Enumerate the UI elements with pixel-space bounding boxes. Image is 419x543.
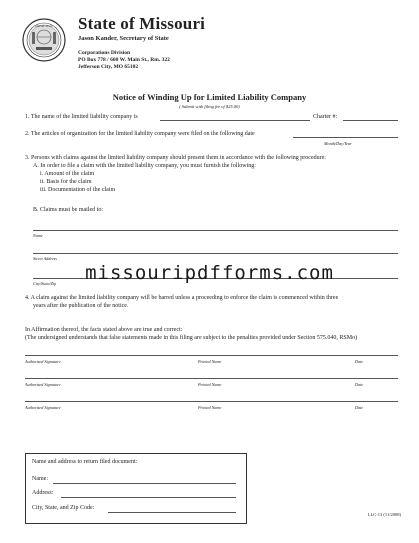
city-hint: City/State/Zip: [33, 281, 57, 286]
return-name-field[interactable]: [53, 483, 236, 484]
address-line-2: Jefferson City, MO 65102: [78, 64, 139, 70]
item-1-label: 1. The name of the limited liability company is: [25, 114, 138, 120]
date-format-hint: Month/Day/Year: [324, 141, 352, 146]
signature-line-2[interactable]: [25, 378, 398, 379]
printed-name-label-3: Printed Name: [198, 405, 222, 410]
form-id: LLC-13 (11/2008): [367, 512, 401, 517]
state-title: State of Missouri: [78, 14, 206, 33]
item-4-line-2: years after the publication of the notice.: [33, 303, 129, 309]
claim-street-field[interactable]: [33, 253, 398, 254]
state-seal-logo: [22, 18, 66, 62]
document-title: Notice of Winding Up for Limited Liability Company: [112, 92, 307, 102]
auth-sig-label-1: Authorized Signature: [25, 359, 61, 364]
affirmation-line-1: In Affirmation thereof, the facts stated above are true and correct:: [25, 327, 183, 333]
return-address-label: Address:: [32, 490, 54, 496]
return-address-field[interactable]: [61, 497, 236, 498]
svg-text:GREAT SEAL: GREAT SEAL: [35, 24, 53, 28]
auth-sig-label-2: Authorized Signature: [25, 382, 61, 387]
address-line-1: PO Box 778 / 600 W. Main St., Rm. 322: [78, 57, 170, 63]
date-label-3: Date: [355, 405, 364, 410]
street-hint: Street Address: [33, 256, 57, 261]
secretary-name: Jason Kander, Secretary of State: [78, 35, 169, 42]
printed-name-label-1: Printed Name: [198, 359, 222, 364]
claim-name-field[interactable]: [33, 230, 398, 231]
printed-name-label-2: Printed Name: [198, 382, 222, 387]
return-city-label: City, State, and Zip Code:: [32, 505, 95, 511]
watermark: missouripdfforms.com: [85, 262, 334, 284]
item-3a-ii: ii. Basis for the claim: [40, 179, 92, 185]
signature-line-1[interactable]: [25, 355, 398, 356]
division-address: [78, 50, 170, 71]
return-box-heading: Name and address to return filed document:: [32, 459, 138, 465]
return-city-field[interactable]: [108, 512, 236, 513]
charter-number-field[interactable]: [343, 120, 398, 121]
auth-sig-label-3: Authorized Signature: [25, 405, 61, 410]
name-hint: Name: [33, 233, 43, 238]
fee-note: ( Submit with filing fee of $25.00): [179, 104, 240, 109]
return-address-box: [25, 453, 247, 524]
item-4-line-1: 4. A claim against the limited liability company will be barred unless a proceeding to enforce the claim is commenced within three: [25, 295, 339, 301]
division-name: Corporations Division: [78, 50, 131, 56]
date-label-2: Date: [355, 382, 364, 387]
filing-date-field[interactable]: [293, 137, 398, 138]
return-name-label: Name:: [32, 476, 48, 482]
item-3a-label: A. In order to file a claim with the limited liability company, you must furnish the following:: [33, 163, 256, 169]
charter-label: Charter #:: [313, 114, 338, 120]
date-label-1: Date: [355, 359, 364, 364]
item-3b-label: B. Claims must be mailed to:: [33, 207, 103, 213]
item-3-label: 3. Persons with claims against the limited liability company should present them in accordance with the following procedure:: [25, 155, 326, 161]
signature-line-3[interactable]: [25, 401, 398, 402]
affirmation-line-2: (The undersigned understands that false statements made in this filing are subject to the penalties provided under Section 575.040, RSMo): [25, 335, 358, 341]
item-3a-i: i. Amount of the claim: [40, 171, 95, 177]
item-2-label: 2. The articles of organization for the limited liability company were filed on the following date: [25, 131, 255, 137]
item-3a-iii: iii. Documentation of the claim: [40, 187, 116, 193]
company-name-field[interactable]: [160, 120, 310, 121]
